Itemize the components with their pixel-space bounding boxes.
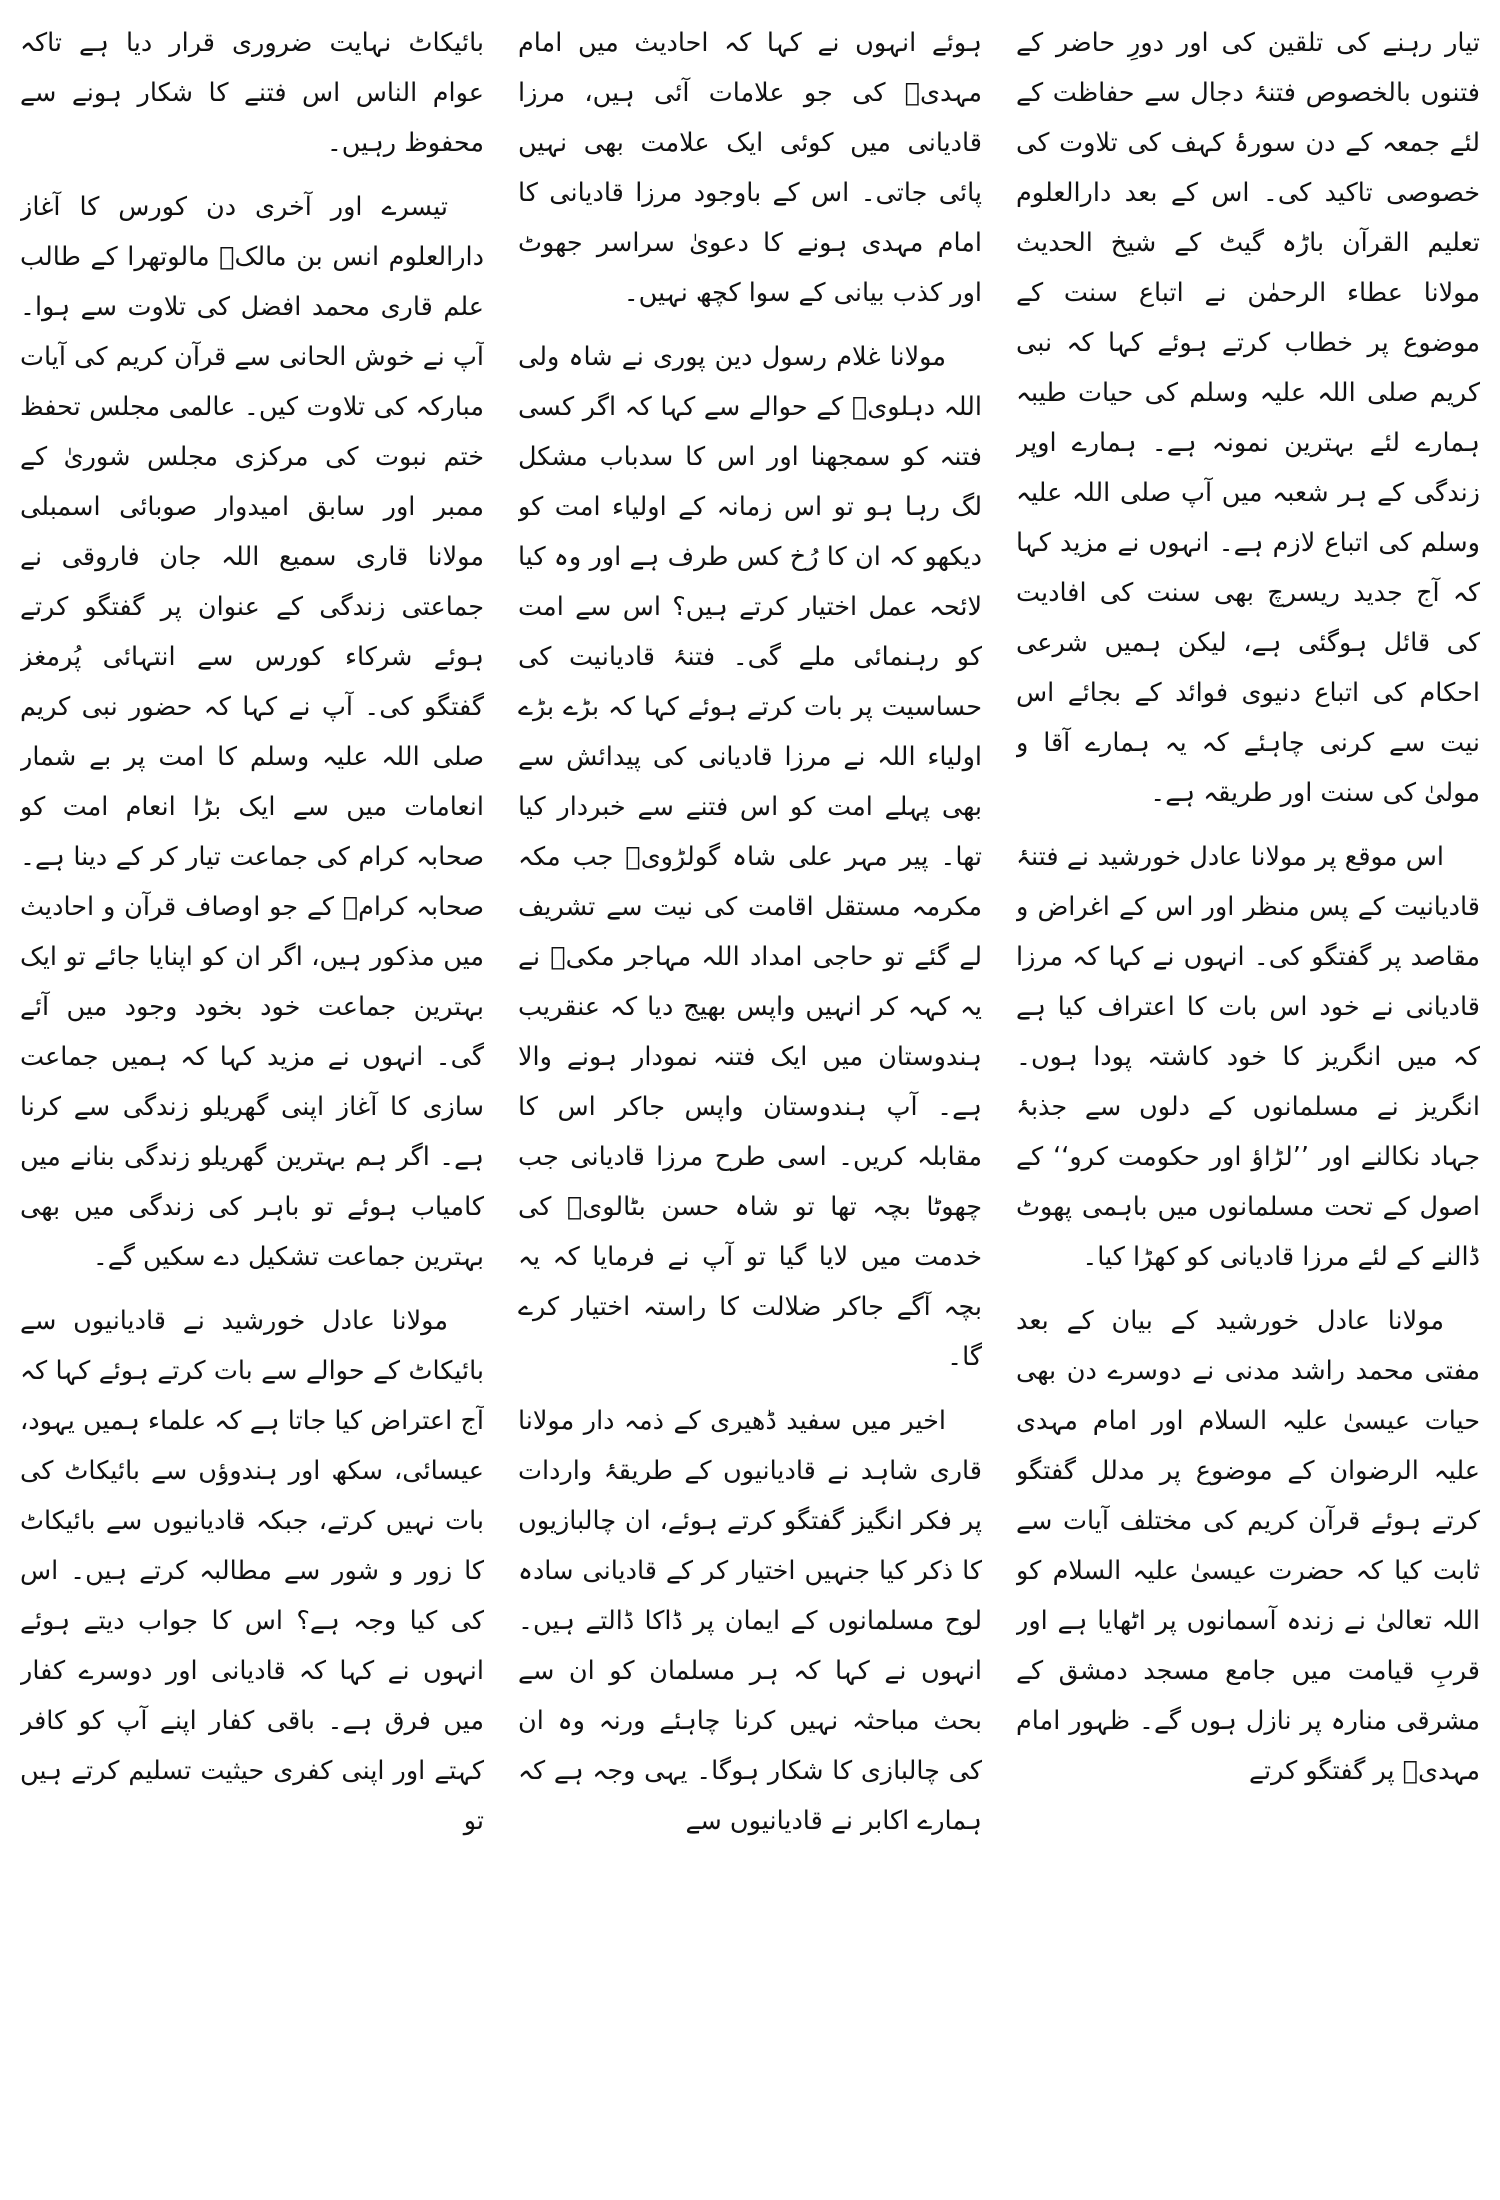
paragraph: مولانا عادل خورشید کے بیان کے بعد مفتی محمد راشد مدنی نے دوسرے دن بھی حیات عیسیٰ علیہ السلام اور امام مہدی علیہ الرضوان کے موضوع پر مدلل گفتگو کرتے ہوئے قرآن کریم کی مختلف آیات سے ثابت کیا کہ حضرت عیسیٰ علیہ السلام کو اللہ تعالیٰ نے زندہ آسمانوں پر اٹھایا ہے اور قربِ قیامت میں جامع مسجد دمشق کے مشرقی منارہ پر نازل ہوں گے۔ ظہور امام مہدیؒ پر گفتگو کرتے	[1016, 1306, 1480, 1786]
paragraph: اس موقع پر مولانا عادل خورشید نے فتنۂ قادیانیت کے پس منظر اور اس کے اغراض و مقاصد پر گفتگو کی۔ انہوں نے کہا کہ مرزا قادیانی نے خود اس بات کا اعتراف کیا ہے کہ میں انگریز کا خود کاشتہ پودا ہوں۔ انگریز نے مسلمانوں کے دلوں سے جذبۂ جہاد نکالنے اور ’’لڑاؤ اور حکومت کرو‘‘ کے اصول کے تحت مسلمانوں میں باہمی پھوٹ ڈالنے کے لئے مرزا قادیانی کو کھڑا کیا۔	[1016, 842, 1480, 1272]
paragraph: مولانا عادل خورشید نے قادیانیوں سے بائیکاٹ کے حوالے سے بات کرتے ہوئے کہا کہ آج اعتراض کیا جاتا ہے کہ علماء ہمیں یہود، عیسائی، سکھ اور ہندوؤں سے بائیکاٹ کی بات نہیں کرتے، جبکہ قادیانیوں سے بائیکاٹ کا زور و شور سے مطالبہ کرتے ہیں۔ اس کی کیا وجہ ہے؟ اس کا جواب دیتے ہوئے انہوں نے کہا کہ قادیانی اور دوسرے کفار میں فرق ہے۔ باقی کفار اپنے آپ کو کافر کہتے اور اپنی کفری حیثیت تسلیم کرتے ہیں تو	[20, 1306, 484, 1836]
paragraph: بائیکاٹ نہایت ضروری قرار دیا ہے تاکہ عوام الناس اس فتنے کا شکار ہونے سے محفوظ رہیں۔	[20, 28, 484, 158]
paragraph: ہوئے انہوں نے کہا کہ احادیث میں امام مہدیؒ کی جو علامات آئی ہیں، مرزا قادیانی میں کوئی ایک علامت بھی نہیں پائی جاتی۔ اس کے باوجود مرزا قادیانی کا امام مہدی ہونے کا دعویٰ سراسر جھوٹ اور کذب بیانی کے سوا کچھ نہیں۔	[518, 28, 982, 308]
column-left	[20, 18, 484, 2200]
paragraph: اخیر میں سفید ڈھیری کے ذمہ دار مولانا قاری شاہد نے قادیانیوں کے طریقۂ واردات پر فکر انگیز گفتگو کرتے ہوئے، ان چالبازیوں کا ذکر کیا جنہیں اختیار کر کے قادیانی سادہ لوح مسلمانوں کے ایمان پر ڈاکا ڈالتے ہیں۔ انہوں نے کہا کہ ہر مسلمان کو ان سے بحث مباحثہ نہیں کرنا چاہئے ورنہ وہ ان کی چالبازی کا شکار ہوگا۔ یہی وجہ ہے کہ ہمارے اکابر نے قادیانیوں سے	[518, 1406, 982, 1836]
paragraph: مولانا غلام رسول دین پوری نے شاہ ولی اللہ دہلویؒ کے حوالے سے کہا کہ اگر کسی فتنہ کو سمجھنا اور اس کا سدباب مشکل لگ رہا ہو تو اس زمانہ کے اولیاء امت کو دیکھو کہ ان کا رُخ کس طرف ہے اور وہ کیا لائحہ عمل اختیار کرتے ہیں؟ اس سے امت کو رہنمائی ملے گی۔ فتنۂ قادیانیت کی حساسیت پر بات کرتے ہوئے کہا کہ بڑے بڑے اولیاء اللہ نے مرزا قادیانی کی پیدائش سے بھی پہلے امت کو اس فتنے سے خبردار کیا تھا۔ پیر مہر علی شاہ گولڑویؒ جب مکہ مکرمہ مستقل اقامت کی نیت سے تشریف لے گئے تو حاجی امداد اللہ مہاجر مکیؒ نے یہ کہہ کر انہیں واپس بھیج دیا کہ عنقریب ہندوستان میں ایک فتنہ نمودار ہونے والا ہے۔ آپ ہندوستان واپس جاکر اس کا مقابلہ کریں۔ اسی طرح مرزا قادیانی جب چھوٹا بچہ تھا تو شاہ حسن بٹالویؒ کی خدمت میں لایا گیا تو آپ نے فرمایا کہ یہ بچہ آگے جاکر ضلالت کا راستہ اختیار کرے گا۔	[518, 342, 982, 1372]
paragraph: تیسرے اور آخری دن کورس کا آغاز دارالعلوم انس بن مالکؓ مالوتھرا کے طالب علم قاری محمد افضل کی تلاوت سے ہوا۔ آپ نے خوش الحانی سے قرآن کریم کی آیات مبارکہ کی تلاوت کیں۔ عالمی مجلس تحفظ ختم نبوت کی مرکزی مجلس شوریٰ کے ممبر اور سابق امیدوار صوبائی اسمبلی مولانا قاری سمیع اللہ جان فاروقی نے جماعتی زندگی کے عنوان پر گفتگو کرتے ہوئے شرکاء کورس سے انتہائی پُرمغز گفتگو کی۔ آپ نے کہا کہ حضور نبی کریم صلی اللہ علیہ وسلم کا امت پر بے شمار انعامات میں سے ایک بڑا انعام امت کو صحابہ کرام کی جماعت تیار کر کے دینا ہے۔ صحابہ کرامؓ کے جو اوصاف قرآن و احادیث میں مذکور ہیں، اگر ان کو اپنایا جائے تو ایک بہترین جماعت خود بخود وجود میں آئے گی۔ انہوں نے مزید کہا کہ ہمیں جماعت سازی کا آغاز اپنی گھریلو زندگی سے کرنا ہے۔ اگر ہم بہترین گھریلو زندگی بنانے میں کامیاب ہوئے تو باہر کی زندگی میں بھی بہترین جماعت تشکیل دے سکیں گے۔	[20, 192, 484, 1272]
column-right	[1016, 18, 1480, 2200]
column-middle	[518, 18, 982, 2200]
paragraph: تیار رہنے کی تلقین کی اور دورِ حاضر کے فتنوں بالخصوص فتنۂ دجال سے حفاظت کے لئے جمعہ کے دن سورۂ کہف کی تلاوت کی خصوصی تاکید کی۔ اس کے بعد دارالعلوم تعلیم القرآن باڑہ گیٹ کے شیخ الحدیث مولانا عطاء الرحمٰن نے اتباع سنت کے موضوع پر خطاب کرتے ہوئے کہا کہ نبی کریم صلی اللہ علیہ وسلم کی حیات طیبہ ہمارے لئے بہترین نمونہ ہے۔ ہمارے اوپر زندگی کے ہر شعبہ میں آپ صلی اللہ علیہ وسلم کی اتباع لازم ہے۔ انہوں نے مزید کہا کہ آج جدید ریسرچ بھی سنت کی افادیت کی قائل ہوگئی ہے، لیکن ہمیں شرعی احکام کی اتباع دنیوی فوائد کے بجائے اس نیت سے کرنی چاہئے کہ یہ ہمارے آقا و مولیٰ کی سنت اور طریقہ ہے۔	[1016, 28, 1480, 808]
